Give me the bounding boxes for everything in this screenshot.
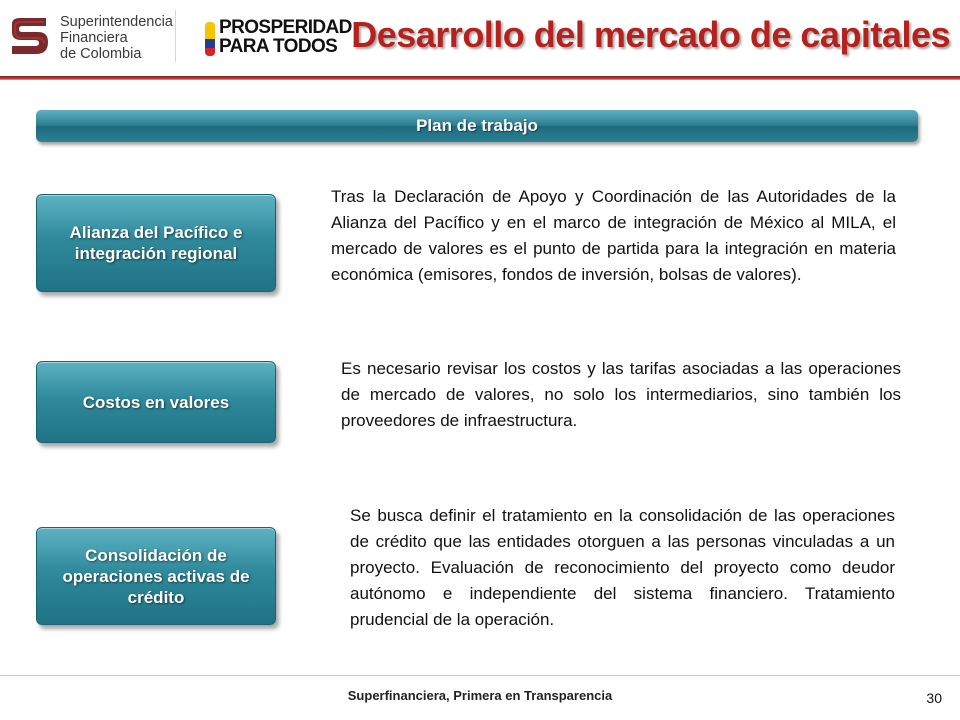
campaign-logo-line: PARA TODOS xyxy=(219,36,338,57)
prosperidad-logo xyxy=(205,16,352,64)
topic-box-alianza xyxy=(36,194,276,292)
section-banner-label: Plan de trabajo xyxy=(416,116,538,135)
topic-label: Alianza del Pacífico e integración regional xyxy=(69,223,243,263)
header-divider xyxy=(0,76,960,80)
topic-label: Costos en valores xyxy=(82,392,230,412)
footer-tagline: Superfinanciera, Primera en Transparencia xyxy=(347,688,613,703)
section-banner xyxy=(36,110,918,142)
org-logo-line: de Colombia xyxy=(60,46,142,62)
superfinanciera-wordmark xyxy=(60,14,173,62)
prosperidad-wordmark xyxy=(219,18,352,56)
footer-divider xyxy=(0,675,960,676)
topic-box-consolidacion xyxy=(36,527,276,625)
page-number: 30 xyxy=(926,690,942,706)
logo-divider xyxy=(175,10,176,62)
org-logo-line: Financiera xyxy=(60,30,128,46)
superfinanciera-logo xyxy=(6,12,176,64)
campaign-logo-line: PROSPERIDAD xyxy=(219,17,352,38)
topic-box-costos xyxy=(36,361,276,443)
colombia-flag-icon xyxy=(205,22,215,56)
topic-description-alianza: Tras la Declaración de Apoyo y Coordinación de las Autoridades de la Alianza del Pacífico y en el marco de integración de México al MILA, el mercado de valores es el punto de partida para la integración en materia económica (emisores, fondos de inversión, bolsas de valores). xyxy=(331,187,896,284)
superfinanciera-emblem-icon xyxy=(6,14,52,60)
org-logo-line: Superintendencia xyxy=(60,14,173,30)
topic-description-consolidacion: Se busca definir el tratamiento en la consolidación de las operaciones de crédito que las entidades otorguen a las personas vinculadas a un proyecto. Evaluación de reconocimiento del proyecto como deudor autónomo e independiente del sistema financiero. Tratamiento prudencial de la operación. xyxy=(350,506,895,629)
slide-title: Desarrollo del mercado de capitales xyxy=(351,14,950,55)
topic-label: Consolidación de operaciones activas de crédito xyxy=(62,545,250,607)
topic-description-costos: Es necesario revisar los costos y las tarifas asociadas a las operaciones de mercado de valores, no solo los intermediarios, sino también los proveedores de infraestructura. xyxy=(341,359,901,430)
